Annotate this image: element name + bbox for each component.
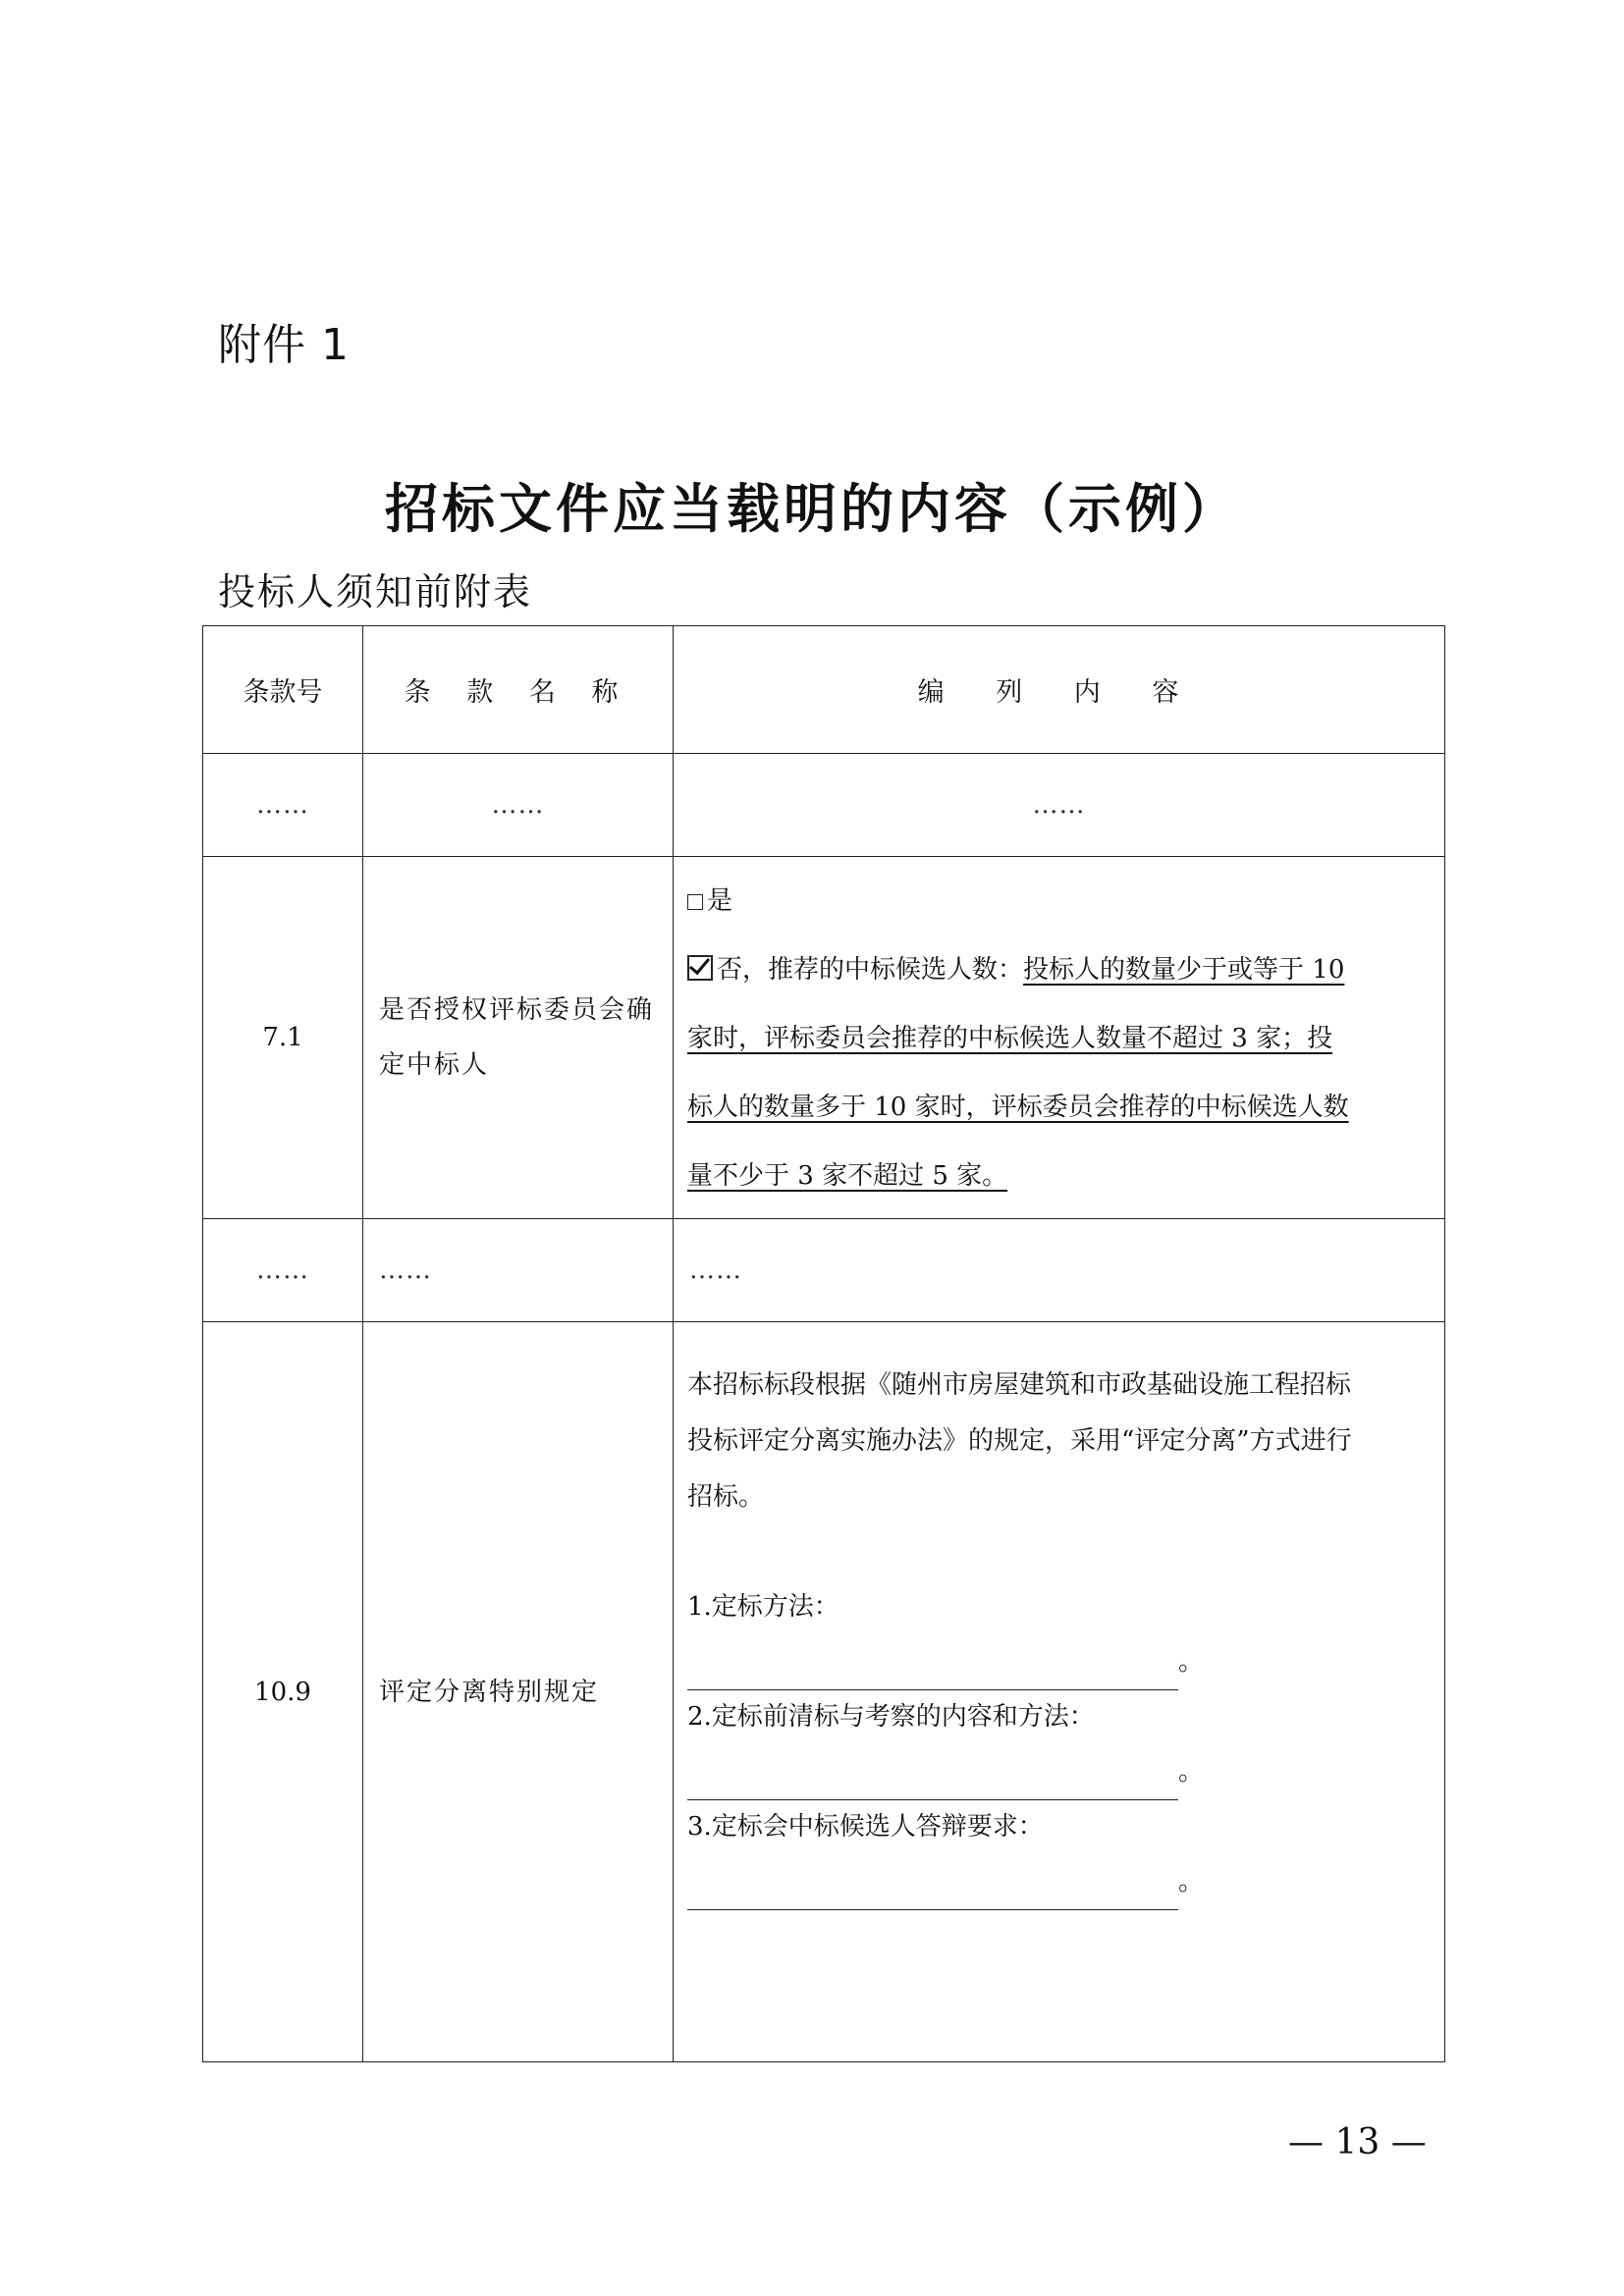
fill-in-row [687, 1743, 1431, 1800]
unchecked-box-icon[interactable] [687, 894, 703, 910]
option-no-label: 否，推荐的中标候选人数： [717, 955, 1024, 985]
clause-number-cell: 10.9 [203, 1322, 363, 2062]
requirement-item-1: 1.定标方法： [687, 1592, 839, 1622]
fill-in-row [687, 1853, 1431, 1910]
table-header-row [203, 626, 1445, 754]
period: 。 [1178, 1757, 1205, 1787]
clause-name-cell: 评定分离特别规定 [363, 1322, 674, 2062]
clause-number-cell: 7.1 [203, 857, 363, 1219]
ellipsis-cell: …… [363, 754, 674, 857]
content-line: 量不少于 3 家不超过 5 家。 [687, 1161, 1008, 1191]
option-no-detail: 投标人的数量少于或等于 10 [1023, 955, 1345, 985]
header-clause-number: 条款号 [203, 626, 363, 754]
fill-in-blank[interactable] [687, 1760, 1178, 1800]
table-row-10-9 [203, 1322, 1445, 2062]
content-line: 标人的数量多于 10 家时，评标委员会推荐的中标候选人数 [687, 1093, 1349, 1122]
requirement-item-3: 3.定标会中标候选人答辩要求： [687, 1812, 1044, 1842]
clause-content-cell [674, 1322, 1445, 2062]
attachment-label: 附件 1 [218, 320, 350, 370]
option-yes-label: 是 [707, 886, 733, 916]
bidder-notice-table [202, 625, 1445, 2062]
ellipsis-cell: …… [674, 754, 1445, 857]
content-line: 家时，评标委员会推荐的中标候选人数量不超过 3 家；投 [687, 1024, 1333, 1053]
intro-line: 招标。 [687, 1482, 765, 1512]
option-no-line [687, 935, 1431, 1004]
period: 。 [1178, 1647, 1205, 1677]
fill-in-row [687, 1633, 1431, 1690]
ellipsis-cell: …… [203, 1219, 363, 1322]
intro-line: 投标评定分离实施办法》的规定，采用“评定分离”方式进行 [687, 1426, 1352, 1456]
clause-name-cell: 是否授权评标委员会确定中标人 [363, 857, 674, 1219]
period: 。 [1178, 1867, 1205, 1896]
page-number: — 13 — [1288, 2122, 1427, 2163]
checked-box-icon[interactable] [687, 955, 713, 981]
table-row-ellipsis [203, 1219, 1445, 1322]
option-yes-line [687, 867, 1431, 935]
table-row-7-1 [203, 857, 1445, 1219]
fill-in-blank[interactable] [687, 1650, 1178, 1690]
ellipsis-cell: …… [674, 1219, 1445, 1322]
table-caption: 投标人须知前附表 [218, 570, 533, 614]
requirement-item-2: 2.定标前清标与考察的内容和方法： [687, 1702, 1095, 1732]
header-content: 编 列 内 容 [674, 626, 1445, 754]
table-row-ellipsis [203, 754, 1445, 857]
ellipsis-cell: …… [203, 754, 363, 857]
intro-line: 本招标标段根据《随州市房屋建筑和市政基础设施工程招标 [687, 1370, 1352, 1400]
fill-in-blank[interactable] [687, 1870, 1178, 1910]
header-clause-name: 条 款 名 称 [363, 626, 674, 754]
clause-content-cell [674, 857, 1445, 1219]
ellipsis-cell: …… [363, 1219, 674, 1322]
document-title: 招标文件应当载明的内容（示例） [385, 478, 1239, 540]
